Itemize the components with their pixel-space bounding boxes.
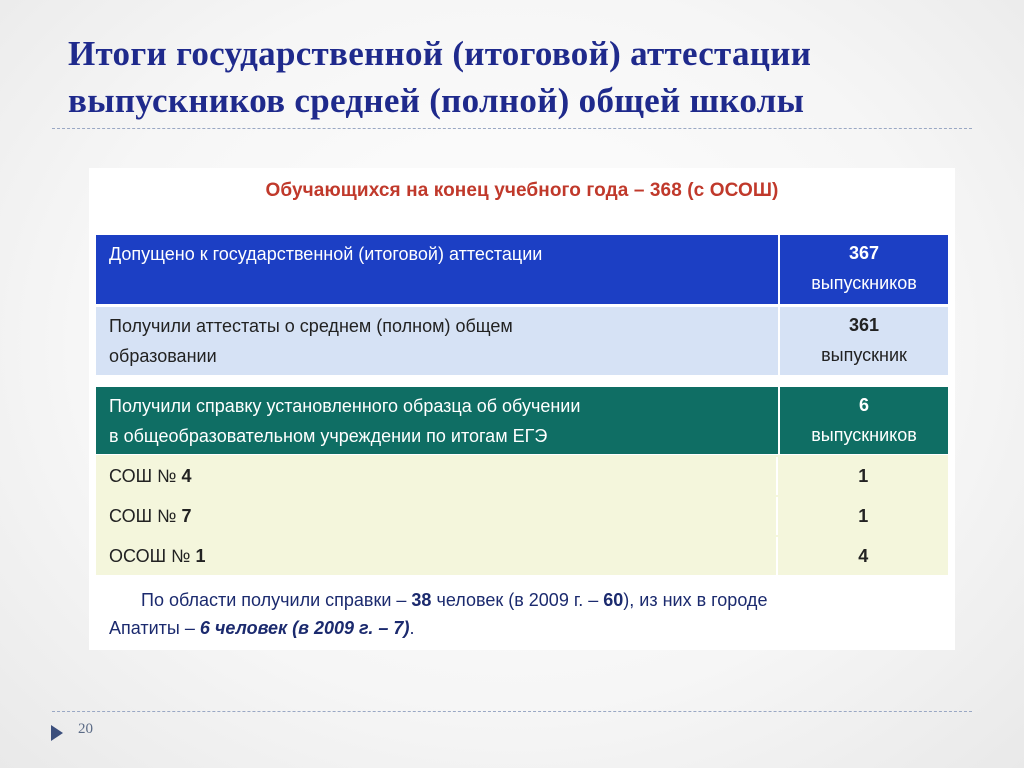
school-row — [96, 497, 948, 535]
footnote-text: ), из них в городе — [623, 590, 768, 610]
row-admitted-value — [778, 235, 948, 304]
school-row — [96, 457, 948, 495]
footnote-text: Апатиты – — [109, 618, 195, 638]
slide-bullet-arrow-icon — [51, 725, 63, 741]
row-references-label-line-1: Получили справку установленного образца об обучении — [109, 396, 581, 416]
region-footnote — [109, 586, 929, 642]
panel-heading: Обучающихся на конец учебного года – 368 (с ОСОШ) — [265, 180, 779, 201]
school-name-number: 4 — [181, 465, 192, 486]
school-name-number: 7 — [181, 505, 192, 526]
row-admitted-label — [96, 235, 778, 304]
school-row — [96, 537, 948, 575]
row-admitted-number: 367 — [848, 243, 880, 263]
footnote-line-2 — [109, 618, 414, 638]
slide-title — [68, 30, 988, 124]
row-admitted — [96, 235, 948, 304]
row-references-label-line-2: в общеобразовательном учреждении по итогам ЕГЭ — [109, 426, 548, 446]
row-references-number: 6 — [858, 395, 869, 415]
footnote-count-2010: 38 — [411, 590, 432, 610]
row-references-value — [778, 387, 948, 454]
slide-title-line-2: выпускников средней (полной) общей школы — [68, 81, 805, 120]
row-references-unit: выпускников — [811, 425, 917, 445]
footnote-text: По области получили справки – — [141, 590, 407, 610]
school-name-number: 1 — [195, 545, 206, 566]
school-value: 1 — [776, 457, 948, 495]
schools-breakdown — [96, 455, 948, 575]
row-certificates-unit: выпускник — [821, 345, 907, 365]
footnote-text: человек (в 2009 г. – — [436, 590, 599, 610]
footer-divider — [52, 711, 972, 712]
row-certificates-value — [778, 307, 948, 375]
row-references — [96, 387, 948, 454]
footnote-apatity-count: 6 человек (в 2009 г. – 7) — [199, 618, 410, 638]
school-name — [96, 546, 776, 567]
school-name — [96, 506, 776, 527]
row-certificates-label-line-1: Получили аттестаты о среднем (полном) общем — [109, 316, 513, 336]
footnote-count-2009: 60 — [603, 590, 624, 610]
results-panel — [89, 168, 955, 650]
school-value: 4 — [776, 537, 948, 575]
row-certificates — [96, 307, 948, 375]
school-name-prefix: ОСОШ № — [109, 545, 191, 566]
row-references-label — [96, 387, 778, 454]
row-certificates-label — [96, 307, 778, 375]
footnote-line-1 — [109, 586, 929, 614]
title-divider — [52, 128, 972, 129]
school-value: 1 — [776, 497, 948, 535]
school-name-prefix: СОШ № — [109, 465, 177, 486]
school-name — [96, 466, 776, 487]
page-number: 20 — [78, 721, 93, 737]
row-admitted-unit: выпускников — [811, 273, 917, 293]
row-certificates-number: 361 — [848, 315, 880, 335]
slide-title-line-1: Итоги государственной (итоговой) аттестации — [68, 34, 812, 73]
row-admitted-label-line-1: Допущено к государственной (итоговой) аттестации — [109, 244, 543, 264]
row-certificates-label-line-2: образовании — [109, 346, 217, 366]
school-name-prefix: СОШ № — [109, 505, 177, 526]
footnote-text: . — [409, 618, 415, 638]
